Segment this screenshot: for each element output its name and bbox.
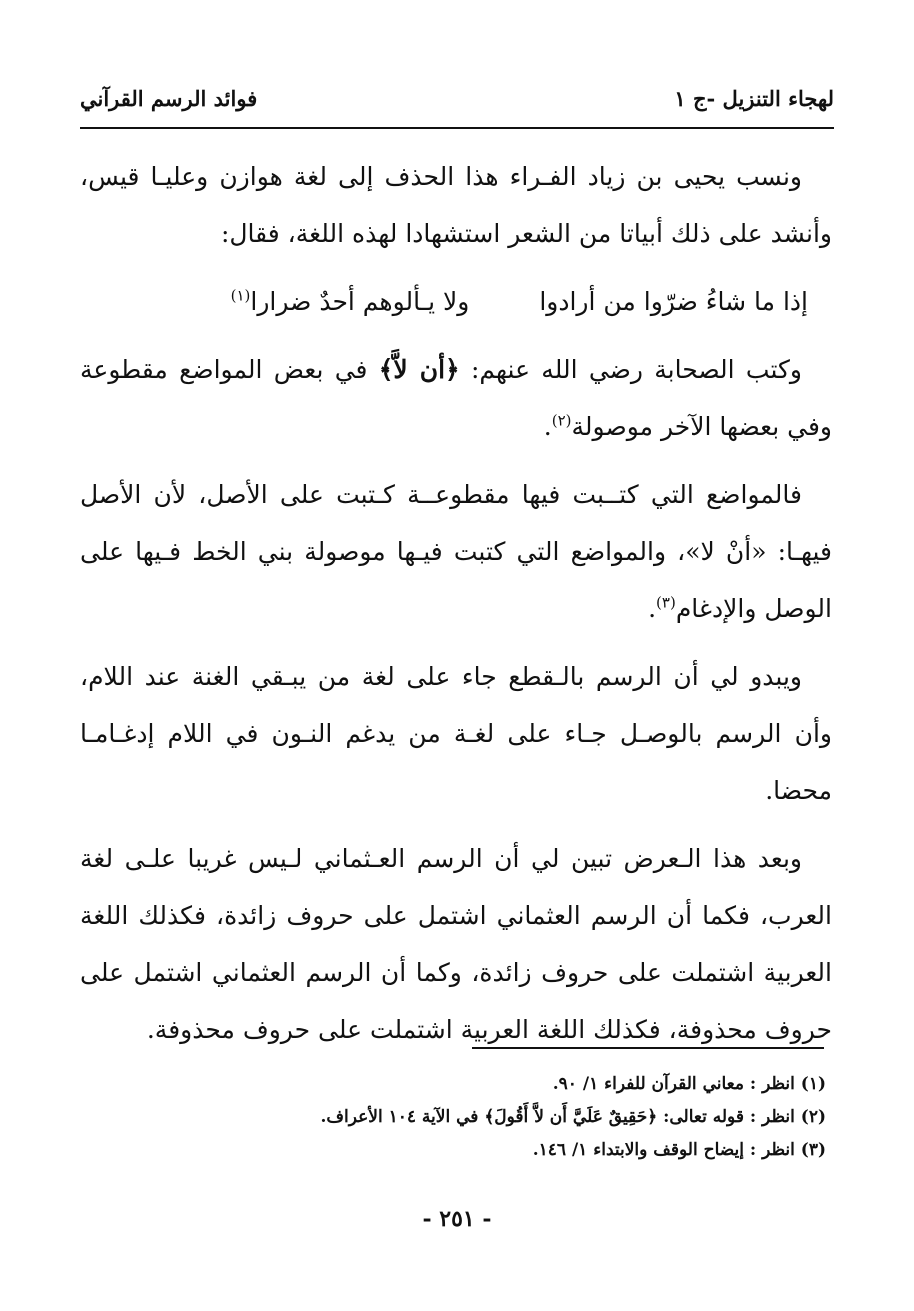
footnote-ref-1: (١) (230, 286, 251, 305)
header-section-title: فوائد الرسم القرآني (80, 86, 258, 111)
page-number: - ٢٥١ - (422, 1206, 492, 1232)
paragraph-3-end: . (648, 594, 657, 623)
verse-second-hemistich (231, 273, 470, 330)
footnote-3: (٣) انظر : إيضاح الوقف والابتداء ١/ ١٤٦. (532, 1140, 826, 1160)
footnote-2: (٢) انظر : قوله تعالى: ﴿حَقِيقٌ عَلَيَّ أَن لاَّ أَقُولَ﴾ في الآية ١٠٤ الأعراف. (320, 1107, 826, 1127)
paragraph-2-end: . (543, 412, 552, 441)
footnotes (80, 1068, 826, 1167)
paragraph-2 (80, 341, 832, 455)
verse-first-hemistich: إذا ما شاءُ ضرّوا من أرادوا (539, 287, 808, 316)
paragraph-5: وبعد هذا الـعرض تبين لي أن الرسم العـثماني لـيس غريبا علـى لغة العرب، فكما أن الرسم العثماني اشتمل على حروف زائدة، فكذلك اللغة العربية اشتملت على حروف زائدة، وكما أن الرسم العثماني اشتمل على حروف محذوفة، فكذلك اللغة العربية اشتملت على حروف محذوفة. (80, 844, 832, 1044)
paragraph-1: ونسب يحيى بن زياد الفـراء هذا الحذف إلى لغة هوازن وعليـا قيس، وأنشد على ذلك أبياتا من الشعر استشهادا لهذه اللغة، فقال: (80, 162, 832, 248)
header-divider (80, 127, 834, 129)
paragraph-2-before: وكتب الصحابة رضي الله عنهم: (459, 355, 802, 384)
main-text (80, 148, 832, 1069)
paragraph-3 (80, 466, 832, 637)
poetry-verse (80, 273, 832, 330)
quran-quote: ﴿أن لاَّ﴾ (378, 355, 460, 384)
paragraph-2-after: في بعض المواضع مقطوعة وفي بعضها الآخر موصولة (80, 355, 832, 441)
footnote-ref-3: (٣) (656, 593, 676, 612)
running-header (80, 82, 834, 122)
header-book-title: لهجاء التنزيل -ج ١ (674, 86, 834, 111)
footnote-ref-2: (٢) (551, 411, 572, 430)
paragraph-3-text: فالمواضع التي كتــبت فيها مقطوعــة كـتبت على الأصل، لأن الأصل فيهـا: «أنْ لا»، والمواضع التي كتبت فيـها موصولة بني الخط فـيها على الوصل والإدغام (80, 480, 832, 623)
footnote-1: (١) انظر : معاني القرآن للفراء ١/ ٩٠. (552, 1074, 826, 1094)
verse-second-text: ولا يـألوهم أحدٌ ضرارا (250, 287, 470, 316)
paragraph-4: ويبدو لي أن الرسم بالـقطع جاء على لغة من يبـقي الغنة عند اللام، وأن الرسم بالوصـل جـاء على لغـة من يدغم النـون في اللام إدغـامـا محضا. (80, 662, 832, 805)
footnote-divider (472, 1047, 824, 1049)
